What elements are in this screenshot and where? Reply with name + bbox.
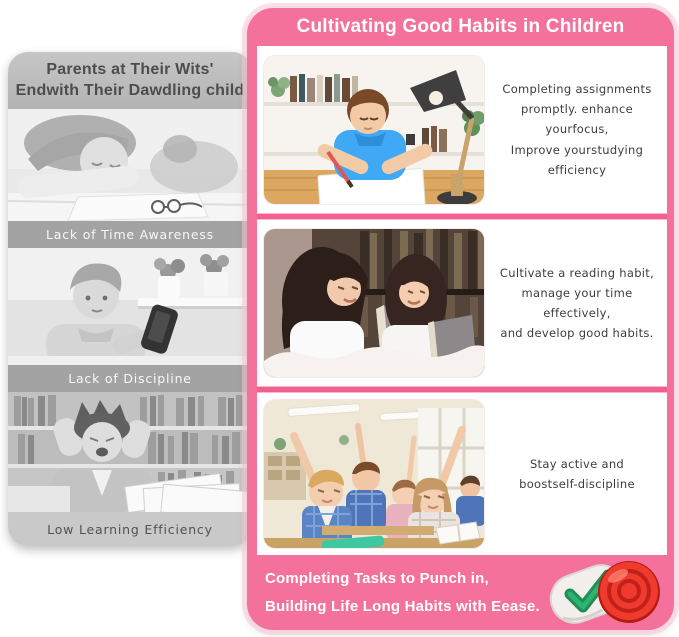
footer-banner — [247, 555, 674, 630]
row-stay-active — [257, 393, 667, 555]
right-panel — [247, 8, 674, 630]
punch-button-badge — [546, 556, 664, 626]
left-caption-1: Lack of Time Awareness — [8, 221, 252, 248]
row-text-2: Cultivate a reading habit, manage your time effectively, and develop good habits. — [499, 265, 655, 341]
boy-stressed-in-library-photo — [8, 392, 252, 512]
left-caption-3: Low Learning Efficiency — [8, 512, 252, 546]
boy-using-smartphone-photo — [8, 248, 252, 365]
left-title-line2: Endwith Their Dawdling child — [15, 81, 245, 99]
mother-daughter-reading-photo — [263, 228, 485, 378]
footer-text: Completing Tasks to Punch in, Building Life Long Habits with Eease. — [265, 569, 540, 615]
boy-writing-homework-photo — [263, 55, 485, 205]
left-panel — [8, 52, 252, 546]
girl-asleep-on-desk-photo — [8, 109, 252, 221]
divider-stripe-2 — [257, 386, 667, 393]
row-completing-assignments — [257, 46, 667, 213]
right-panel-body — [257, 46, 667, 555]
row-text-3: Stay active and boostself-discipline — [519, 456, 635, 491]
punch-button-icon — [598, 561, 660, 623]
right-panel-title: Cultivating Good Habits in Children — [296, 16, 625, 37]
row-text-1: Completing assignments promptly. enhance yourfocus, Improve yourstudying efficiency — [502, 82, 652, 177]
row-reading-habit — [257, 220, 667, 386]
students-raising-hands-photo — [263, 399, 485, 549]
divider-stripe-1 — [257, 213, 667, 220]
left-caption-2: Lack of Discipline — [8, 365, 252, 392]
left-panel-title — [8, 52, 252, 109]
left-title-line1: Parents at Their Wits' — [46, 60, 214, 78]
